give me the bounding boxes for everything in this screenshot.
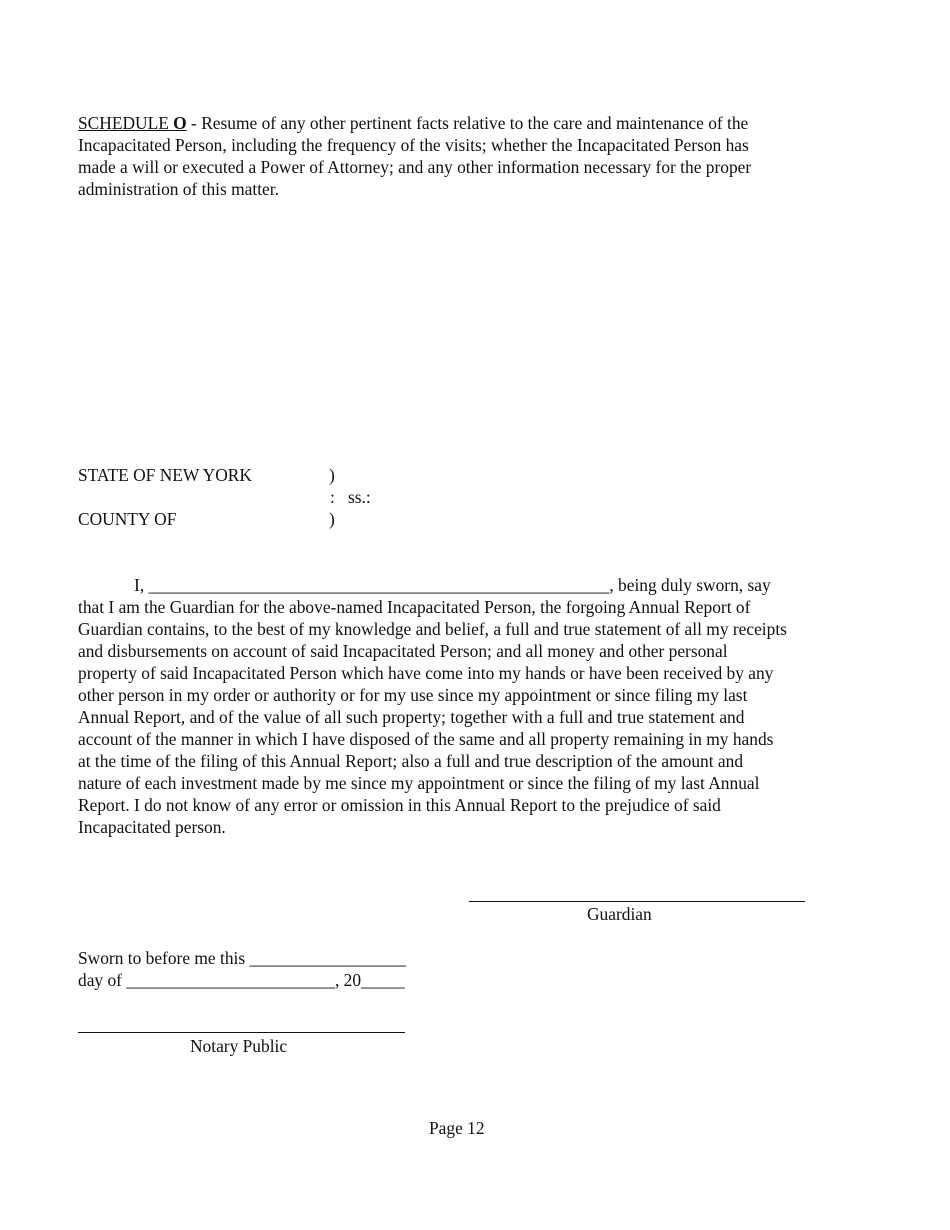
jurat-sworn-line: Sworn to before me this __________________ — [78, 948, 406, 968]
notary-signature-label: Notary Public — [190, 1036, 288, 1056]
affidavit-line: Incapacitated person. — [78, 817, 226, 837]
schedule-text-line: Incapacitated Person, including the frequency of the visits; whether the Incapacitated Person has — [78, 135, 749, 155]
venue-paren-top: ) — [329, 465, 335, 485]
affidavit-line: property of said Incapacitated Person which have come into my hands or have been received by any — [78, 663, 774, 683]
affidavit-line: account of the manner in which I have disposed of the same and all property remaining in my hands — [78, 729, 774, 749]
venue-county: COUNTY OF — [78, 509, 177, 529]
venue-colon: : — [330, 487, 335, 507]
affidavit-line: at the time of the filing of this Annual Report; also a full and true description of the amount and — [78, 751, 744, 771]
affidavit-line: Annual Report, and of the value of all such property; together with a full and true statement and — [78, 707, 745, 727]
affidavit-line: Report. I do not know of any error or omission in this Annual Report to the prejudice of said — [78, 795, 721, 815]
schedule-heading-line — [78, 112, 748, 134]
schedule-intro: - Resume of any other pertinent facts relative to the care and maintenance of the — [186, 113, 749, 133]
schedule-text-line: administration of this matter. — [78, 179, 279, 199]
affidavit-line: that I am the Guardian for the above-named Incapacitated Person, the forgoing Annual Report of — [78, 597, 751, 617]
affidavit-line: and disbursements on account of said Incapacitated Person; and all money and other personal — [78, 641, 728, 661]
affidavit-line: nature of each investment made by me since my appointment or since the filing of my last Annual — [78, 773, 760, 793]
affidavit-line: Guardian contains, to the best of my knowledge and belief, a full and true statement of all my receipts — [78, 619, 787, 639]
venue-state: STATE OF NEW YORK — [78, 465, 252, 485]
schedule-text-line: made a will or executed a Power of Attorney; and any other information necessary for the proper — [78, 157, 752, 177]
guardian-signature-label: Guardian — [587, 904, 652, 924]
affidavit-first-line: I, _____________________________________________________, being duly sworn, say — [134, 575, 771, 595]
guardian-signature-line[interactable] — [469, 901, 805, 902]
venue-ss: ss.: — [348, 487, 371, 507]
schedule-letter: O — [173, 113, 187, 133]
page-number: Page 12 — [429, 1118, 485, 1138]
schedule-label: SCHEDULE — [78, 113, 174, 133]
venue-paren-bottom: ) — [329, 509, 335, 529]
notary-signature-line[interactable] — [78, 1032, 405, 1033]
jurat-day-line: day of ________________________, 20_____ — [78, 970, 405, 990]
affidavit-line: other person in my order or authority or for my use since my appointment or since filing my last — [78, 685, 748, 705]
